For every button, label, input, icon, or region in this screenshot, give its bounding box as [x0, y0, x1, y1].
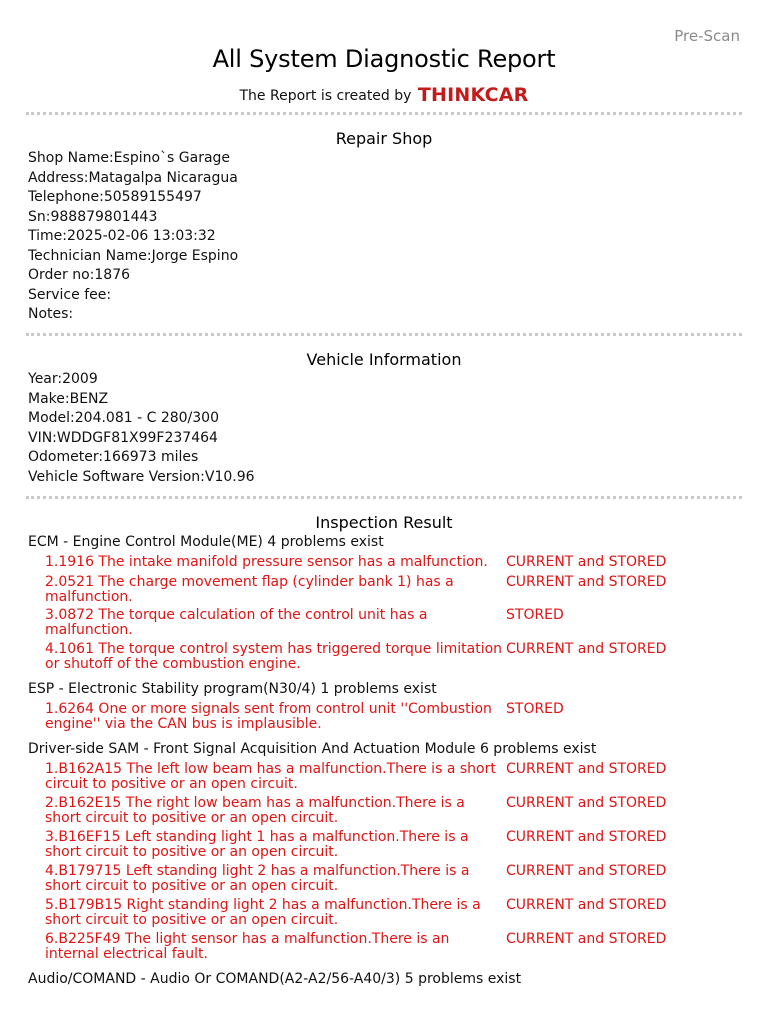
- fault-status: CURRENT and STORED: [506, 829, 667, 845]
- module-title-ecm: ECM - Engine Control Module(ME) 4 problems exist: [28, 534, 384, 550]
- fault-status: CURRENT and STORED: [506, 761, 667, 777]
- fault-code: 2.0521 The charge movement flap (cylinder bank 1) has a malfunction.: [45, 574, 454, 605]
- thinkcar-logo: THINKCAR: [417, 84, 529, 106]
- repair-shop-heading: Repair Shop: [335, 129, 433, 148]
- fault-status: CURRENT and STORED: [506, 574, 667, 590]
- device-sn: Sn:988879801443: [28, 208, 158, 225]
- technician-name: Technician Name:Jorge Espino: [28, 247, 239, 264]
- vehicle-year: Year:2009: [28, 371, 98, 387]
- vehicle-make: Make:BENZ: [28, 390, 109, 407]
- fault-code: 1.B162A15 The left low beam has a malfunction.There is a short circuit to positive or an open circuit.: [45, 761, 496, 792]
- fault-code: 2.B162E15 The right low beam has a malfunction.There is a short circuit to positive or an open circuit.: [45, 795, 465, 826]
- report-title: All System Diagnostic Report: [212, 45, 556, 73]
- shop-name: Shop Name:Espino`s Garage: [28, 150, 231, 166]
- fault-code: 3.B16EF15 Left standing light 1 has a malfunction.There is a short circuit to positive or an open circuit.: [45, 829, 469, 860]
- report-subtitle: [0, 84, 768, 106]
- fault-status: STORED: [506, 607, 564, 623]
- notes: Notes:: [28, 306, 74, 322]
- fault-status: CURRENT and STORED: [506, 795, 667, 811]
- vehicle-info-heading: Vehicle Information: [306, 350, 462, 369]
- divider: [26, 333, 742, 336]
- fault-code: 4.1061 The torque control system has triggered torque limitation or shutoff of the combustion engine.: [45, 641, 503, 672]
- fault-code: 1.6264 One or more signals sent from control unit ''Combustion engine'' via the CAN bus is implausible.: [45, 701, 492, 732]
- fault-status: CURRENT and STORED: [506, 897, 667, 913]
- vehicle-odometer: Odometer:166973 miles: [28, 449, 199, 465]
- fault-code: 4.B179715 Left standing light 2 has a malfunction.There is a short circuit to positive or an open circuit.: [45, 863, 470, 894]
- fault-code: 3.0872 The torque calculation of the control unit has a malfunction.: [45, 607, 428, 638]
- vehicle-info-fields: [28, 370, 255, 487]
- vehicle-model: Model:204.081 - C 280/300: [28, 410, 219, 426]
- repair-shop-fields: [28, 149, 238, 325]
- shop-telephone: Telephone:50589155497: [28, 189, 202, 205]
- scan-type-label: Pre-Scan: [674, 27, 740, 45]
- fault-status: CURRENT and STORED: [506, 554, 667, 570]
- vehicle-vin: VIN:WDDGF81X99F237464: [28, 429, 218, 446]
- vehicle-software-version: Vehicle Software Version:V10.96: [28, 468, 255, 485]
- fault-status: STORED: [506, 701, 564, 717]
- shop-address: Address:Matagalpa Nicaragua: [28, 169, 238, 186]
- report-time: Time:2025-02-06 13:03:32: [28, 228, 216, 244]
- divider: [26, 112, 742, 115]
- fault-status: CURRENT and STORED: [506, 931, 667, 947]
- fault-code: 6.B225F49 The light sensor has a malfunction.There is an internal electrical fault.: [45, 931, 450, 962]
- inspection-heading: Inspection Result: [315, 513, 453, 532]
- fault-status: CURRENT and STORED: [506, 641, 667, 657]
- fault-status: CURRENT and STORED: [506, 863, 667, 879]
- created-by-text: The Report is created by: [239, 88, 412, 104]
- fault-code: 5.B179B15 Right standing light 2 has a malfunction.There is a short circuit to positive or an open circuit.: [45, 897, 481, 928]
- module-title-esp: ESP - Electronic Stability program(N30/4) 1 problems exist: [28, 681, 437, 697]
- module-title-sam: Driver-side SAM - Front Signal Acquisition And Actuation Module 6 problems exist: [28, 741, 597, 757]
- fault-code: 1.1916 The intake manifold pressure sensor has a malfunction.: [45, 554, 488, 570]
- module-title-audio-comand: Audio/COMAND - Audio Or COMAND(A2-A2/56-A40/3) 5 problems exist: [28, 971, 522, 987]
- order-number: Order no:1876: [28, 267, 131, 283]
- service-fee: Service fee:: [28, 286, 112, 303]
- divider: [26, 496, 742, 499]
